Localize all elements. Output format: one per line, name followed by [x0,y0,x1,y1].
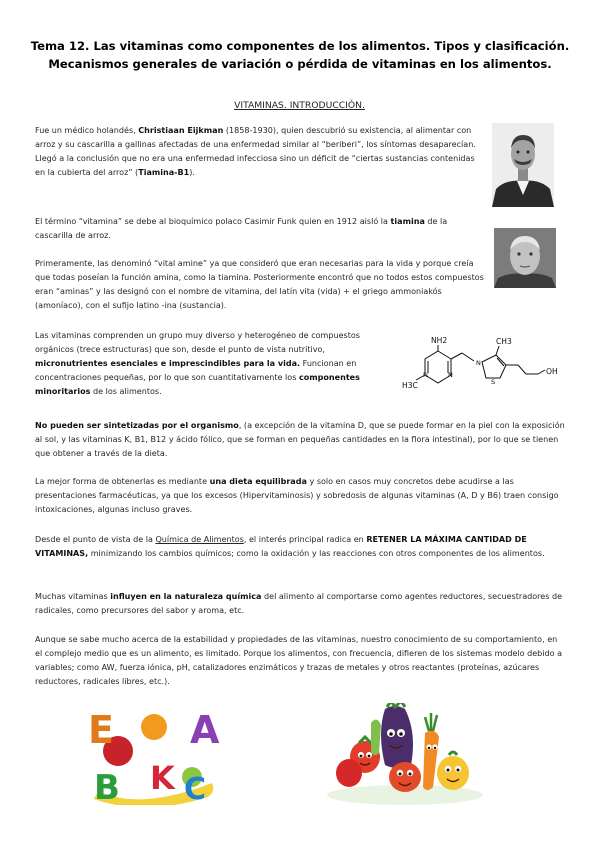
structure-nh2: NH2 [431,336,448,345]
p7-text-a: Desde el punto de vista de la [35,535,156,544]
paragraph-stability: Aunque se sabe mucho acerca de la estabilidad y propiedades de las vitaminas, nuestro conocimiento de su comportamiento, en el complejo medio que es un alimento, es limitado. Porque los alimentos, con frecuencia, difieren de los sistemas modelo debido a variables; como AW, fuerza iónica, pH, catalizadores enzimáticos y trazas de metales y otros reactantes (proteínas, azúcares reductores, radicales libres, etc.). [35,635,563,687]
paragraph-food-chemistry [35,533,565,561]
structure-n-thiazole: N [476,359,481,367]
p7-quimica-alimentos: Química de Alimentos [155,535,244,544]
p4-text-e: de los alimentos. [90,387,162,397]
vitamin-letters-fruits-image [80,703,230,805]
portrait-funk-image [494,228,556,288]
p4-componentes-minoritarios: componentes minoritarios [35,373,360,397]
p7-text-e: minimizando los cambios químicos; como la oxidación y las reacciones con otros componentes de los alimentos. [88,549,545,559]
letter-b: B [94,768,120,805]
paragraph-synthesis [35,419,565,461]
structure-n-ring-2: N [448,371,453,379]
p6-dieta-equilibrada: una dieta equilibrada [209,477,307,486]
p5-text-b: , (a excepción de la vitamina D, que se puede formar en la piel con la exposición al sol, y las vitaminas K, B1, B12 y ácido fólico, que se forman en pequeñas cantidades en la flora intestinal), por lo que se tienen que obtener a través de la dieta. [35,421,565,459]
letter-e: E [88,708,114,752]
p4-text-c: Funcionan en concentraciones pequeñas, por lo que son cuantitativamente los [35,359,357,383]
cartoon-vegetables-image [325,703,485,807]
paragraph-diet [35,475,565,517]
p2-text-a: El término “vitamina” se debe al bioquímico polaco Casimir Funk quien en 1912 aisló la [35,217,391,226]
portrait-eijkman-image [492,123,554,207]
p1-text-c: (1858-1930), quien descubrió su existencia, al alimentar con arroz y su cascarilla a gallinas afectadas de una enfermedad similar al “beriberi”, los síntomas desaparecían. Llegó a la conclusión que no era una enfermedad infecciosa sino un déficit de “ciertas sustancias contenidas en la cubierta del arroz” ( [35,126,476,178]
structure-s-thiazole: S [491,378,496,386]
p8-text-a: Muchas vitaminas [35,592,111,601]
p6-text-a: La mejor forma de obtenerlas es mediante [35,477,210,486]
p1-text-e: ). [189,168,195,178]
thiamine-structure-diagram [398,334,568,406]
letter-a: A [190,708,220,752]
p8-text-c: del alimento al comportarse como agentes reductores, secuestradores de radicales, como precursores del sabor y aroma, etc. [35,592,563,616]
paragraph-micronutrients [35,329,390,399]
structure-n-ring-1: N [423,371,428,379]
structure-ch3: CH3 [496,337,512,346]
paragraph-funk [35,215,480,243]
paragraph-chemical-nature [35,590,565,618]
structure-h3c: H3C [402,381,418,390]
p2-tiamina: tiamina [390,217,425,226]
p5-no-sintetizadas: No pueden ser sintetizadas por el organismo [35,421,239,430]
letter-c: C [184,772,207,805]
paragraph-vital-amine: Primeramente, las denominó “vital amine” ya que consideró que eran necesarias para la vida y porque creía que todas poseían la función amina, como la tiamina. Posteriormente encontró que no todos estos compuestos eran “aminas” y las designó con el nombre de vitamina, del latín vita (vida) + el griego ammoniakós (amoníaco), con el sufijo latino -ina (sustancia). [35,259,484,311]
p8-naturaleza-quimica: influyen en la naturaleza química [110,592,262,601]
p7-text-c: , el interés principal radica en [243,535,367,544]
p6-text-c: y solo en casos muy concretos debe acudirse a las presentaciones farmacéuticas, ya que los excesos (Hipervitaminosis) y sobredosis de algunas vitaminas (A, D y B6) traen consigo intoxicaciones, algunas incluso graves. [35,477,559,515]
p4-text-a: Las vitaminas comprenden un grupo muy diverso y heterogéneo de compuestos orgánicos (trece estructuras) que son, desde el punto de vista nutritivo, [35,331,361,355]
structure-oh: OH [546,367,558,376]
section-heading: VITAMINAS. INTRODUCCIÓN. [234,100,365,111]
p2-text-c: de la cascarilla de arroz. [35,217,448,241]
paragraph-eijkman [35,124,485,180]
p1-tiamina: Tiamina-B1 [138,168,190,178]
p7-retener-maxima: RETENER LA MÁXIMA CANTIDAD DE VITAMINAS, [35,535,527,559]
p1-name-eijkman: Christiaan Eijkman [138,126,224,135]
p1-text-a: Fue un médico holandés, [35,126,139,135]
p4-micronutrientes: micronutrientes esenciales e imprescindibles para la vida. [35,359,301,369]
letter-k: K [150,759,175,797]
document-title: Tema 12. Las vitaminas como componentes de los alimentos. Tipos y clasificación. Mecanismos generales de variación o pérdida de vitaminas en los alimentos. [30,39,570,71]
